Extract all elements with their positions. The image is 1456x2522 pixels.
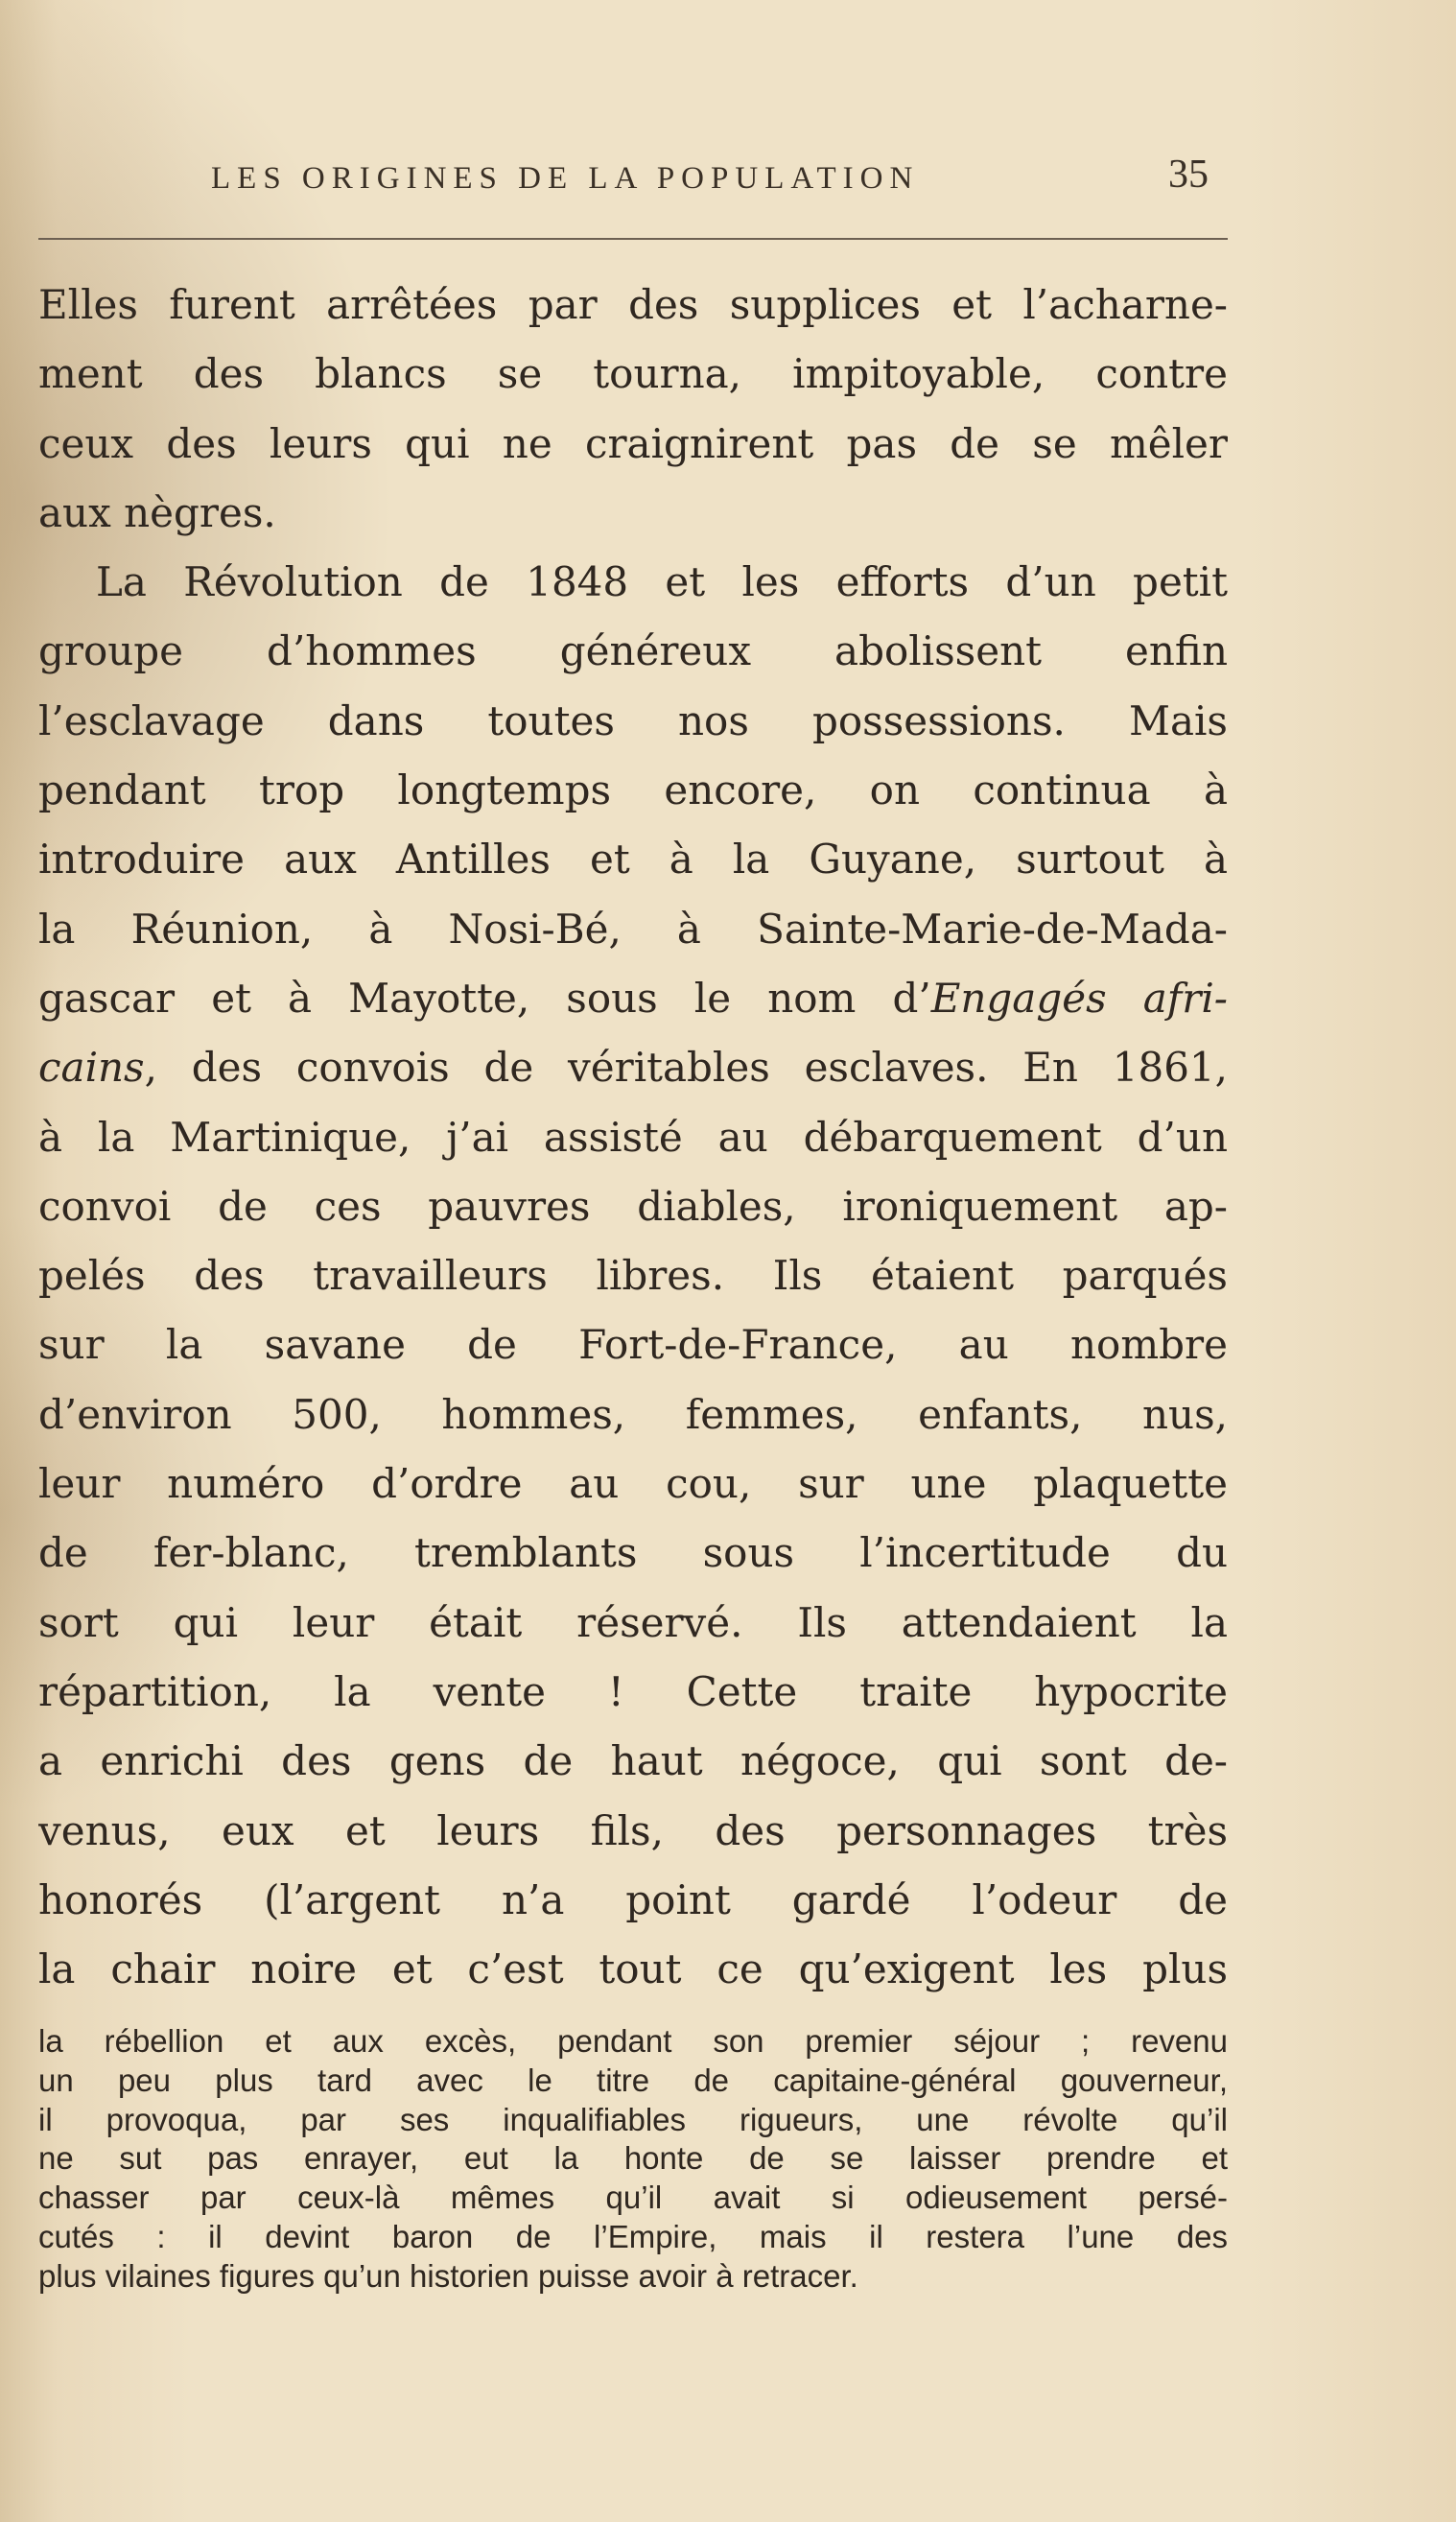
text-line-with-italic <box>38 964 1228 1033</box>
text-line: Elles furent arrêtées par des supplices et l’acharne- <box>38 281 1228 328</box>
text-line: la chair noire et c’est tout ce qu’exigent les plus <box>38 1945 1228 1993</box>
text-line: sort qui leur était réservé. Ils attendaient la <box>38 1598 1228 1646</box>
text-line: introduire aux Antilles et à la Guyane, surtout à <box>38 836 1228 884</box>
text-line: d’environ 500, hommes, femmes, enfants, nus, <box>38 1390 1228 1438</box>
italic-term-end: cains <box>38 1044 145 1092</box>
text-line: pendant trop longtemps encore, on continua à <box>38 766 1228 814</box>
footnote-line: cutés : il devint baron de l’Empire, mais il restera l’une des <box>38 2218 1228 2254</box>
text-line: honorés (l’argent n’a point gardé l’odeur de <box>38 1875 1228 1923</box>
page-number: 35 <box>1168 153 1209 197</box>
footnote-line: ne sut pas enrayer, eut la honte de se laisser prendre et <box>38 2140 1228 2177</box>
text-line: sur la savane de Fort-de-France, au nombre <box>38 1321 1228 1369</box>
header-rule <box>38 238 1228 240</box>
text-line: répartition, la vente ! Cette traite hypocrite <box>38 1667 1228 1715</box>
text-line: à la Martinique, j’ai assisté au débarquement d’un <box>38 1113 1228 1161</box>
text-line: groupe d’hommes généreux abolissent enfin <box>38 627 1228 675</box>
text-line: pelés des travailleurs libres. Ils étaient parqués <box>38 1252 1228 1300</box>
footnote-line: il provoqua, par ses inqualifiables rigueurs, une révolte qu’il <box>38 2101 1228 2137</box>
footnote <box>38 2022 1228 2297</box>
running-head <box>0 152 1456 209</box>
text-line: a enrichi des gens de haut négoce, qui sont de- <box>38 1737 1228 1785</box>
text-line: venus, eux et leurs fils, des personnages très <box>38 1806 1228 1854</box>
text-line: ment des blancs se tourna, impitoyable, contre <box>38 350 1228 398</box>
text-segment: gascar et à Mayotte, sous le nom d’ <box>38 974 931 1022</box>
main-text <box>38 271 1228 2004</box>
text-line: l’esclavage dans toutes nos possessions. Mais <box>38 696 1228 744</box>
text-line: de fer-blanc, tremblants sous l’incertitude du <box>38 1529 1228 1577</box>
footnote-line: chasser par ceux-là mêmes qu’il avait si odieusement persé- <box>38 2180 1228 2216</box>
footnote-line: plus vilaines figures qu’un historien puisse avoir à retracer. <box>38 2257 858 2294</box>
text-line: aux nègres. <box>38 488 276 536</box>
italic-term: Engagés afri- <box>930 974 1228 1022</box>
running-title: LES ORIGINES DE LA POPULATION <box>211 161 920 196</box>
text-line-with-italic <box>38 1033 1228 1102</box>
footnote-line: la rébellion et aux excès, pendant son premier séjour ; revenu <box>38 2023 1228 2059</box>
text-segment: , des convois de véritables esclaves. En 1861, <box>144 1044 1228 1092</box>
text-line: la Réunion, à Nosi-Bé, à Sainte-Marie-de-Mada- <box>38 905 1228 953</box>
text-line: ceux des leurs qui ne craignirent pas de se mêler <box>38 419 1228 467</box>
footnote-line: un peu plus tard avec le titre de capitaine-général gouverneur, <box>38 2062 1228 2098</box>
text-line: leur numéro d’ordre au cou, sur une plaquette <box>38 1460 1228 1508</box>
text-line: convoi de ces pauvres diables, ironiquement ap- <box>38 1182 1228 1230</box>
paragraph-first-line: La Révolution de 1848 et les efforts d’un petit <box>96 558 1228 606</box>
